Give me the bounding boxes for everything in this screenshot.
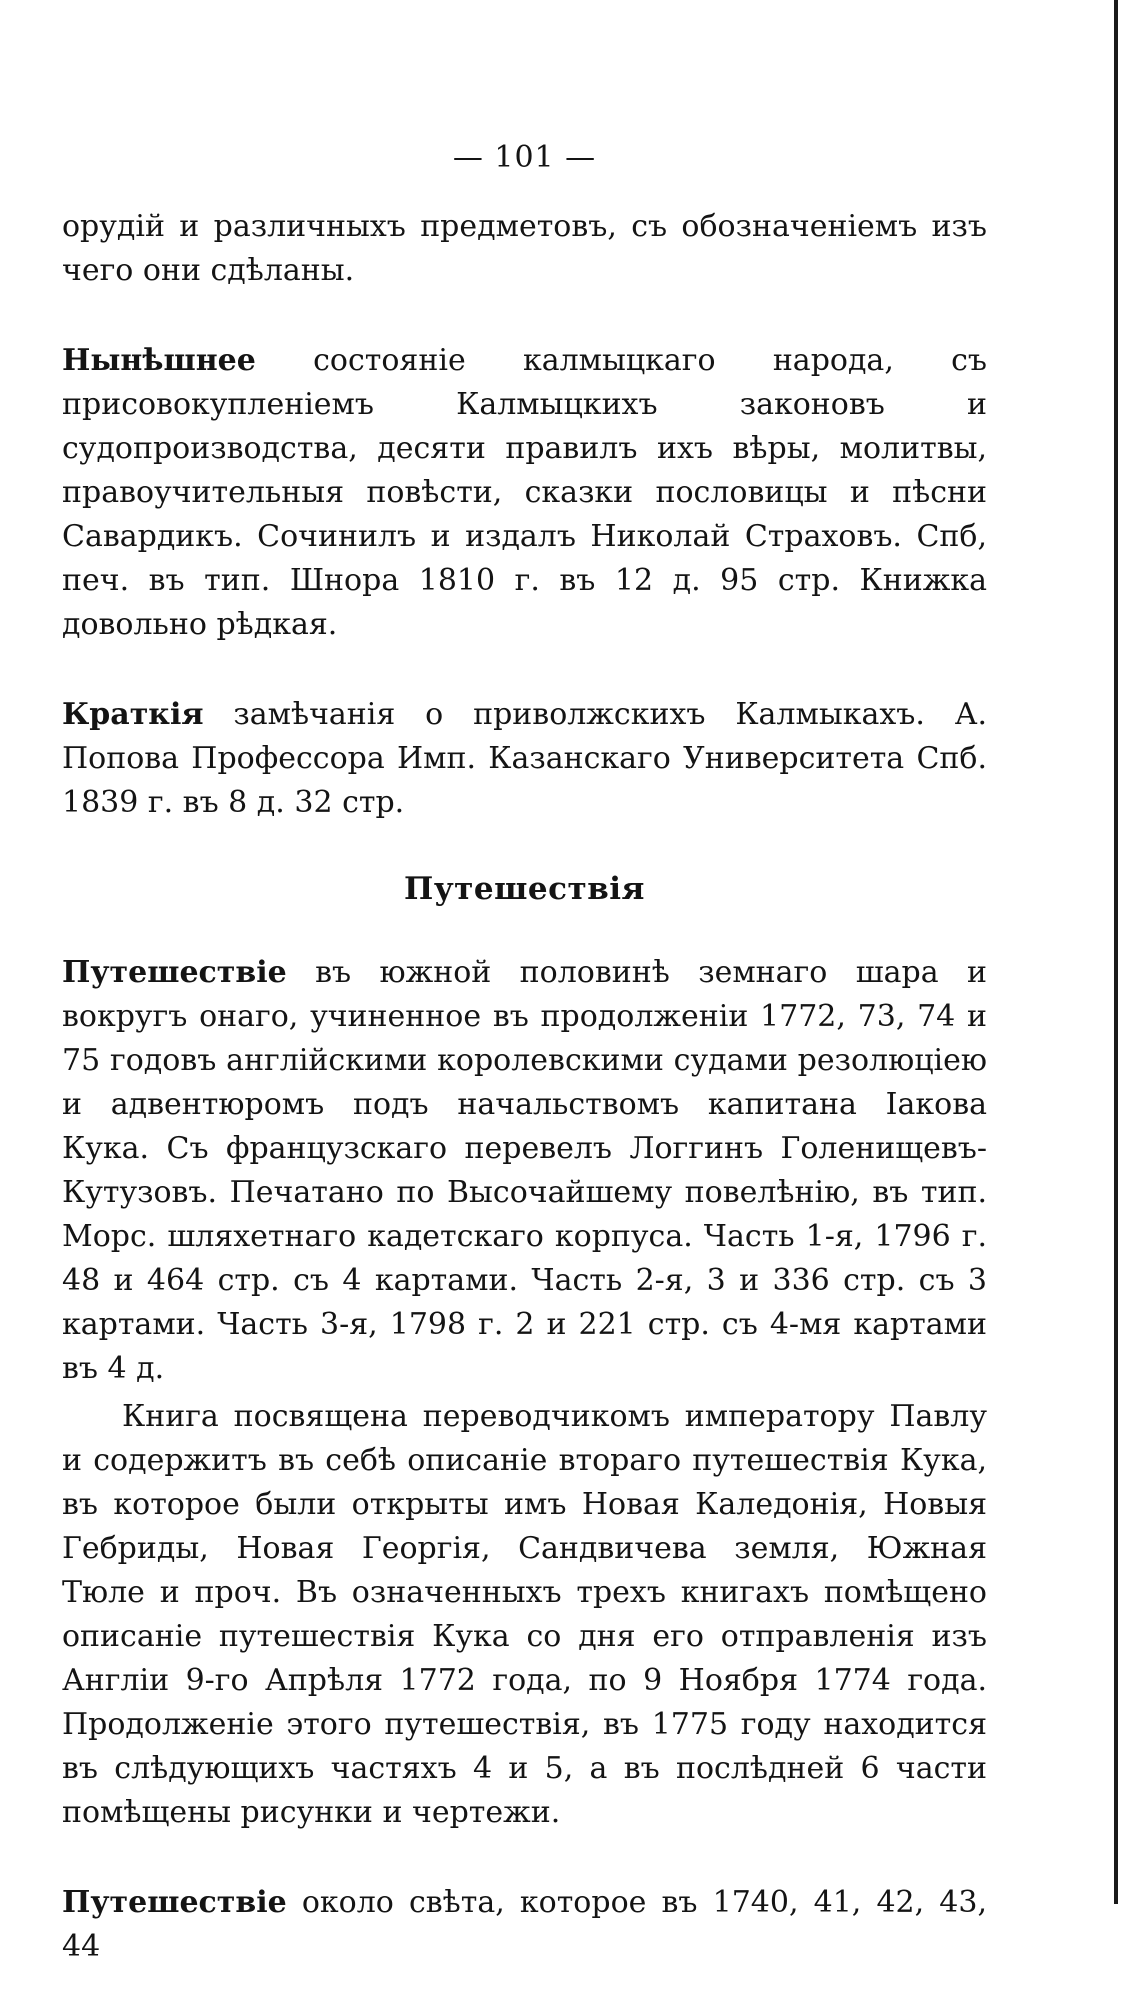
entry-text: Книга посвящена переводчикомъ императору Павлу и содержитъ въ себѣ описаніе втораго путешествія Кука, въ которое были открыты имъ Новая Каледонія, Новыя Гебриды, Новая Георгія, Сандвичева земля, Южная Тюле и проч. Въ означенныхъ трехъ книгахъ помѣщено описаніе путешествія Кука со дня его отправленія изъ Англіи 9-го Апрѣля 1772 года, по 9 Ноября 1774 года. Продолженіе этого путешествія, въ 1775 году находится въ слѣдующихъ частяхъ 4 и 5, а въ послѣдней 6 части помѣщены рисунки и чертежи. <box>62 1399 987 1830</box>
page-edge-rule <box>1114 0 1118 1904</box>
entry-lead: Путешествіе <box>62 955 287 990</box>
entry-cook-voyage <box>62 951 987 1391</box>
entry-text: въ южной половинѣ земнаго шара и вокругъ онаго, учиненное въ продолженіи 1772, 73, 74 и 75 годовъ англійскими королевскими судами резолюціею и адвентюромъ подъ начальствомъ капитана Іакова Кука. Съ французскаго перевелъ Логгинъ Голенищевъ-Кутузовъ. Печатано по Высочайшему повелѣнію, въ тип. Морс. шляхетнаго кадетскаго корпуса. Часть 1-я, 1796 г. 48 и 464 стр. съ 4 картами. Часть 2-я, 3 и 336 стр. съ 3 картами. Часть 3-я, 1798 г. 2 и 221 стр. съ 4-мя картами въ 4 д. <box>62 955 987 1386</box>
entry-continuation <box>62 205 987 293</box>
entry-brief-notes <box>62 693 987 825</box>
section-heading: Путешествія <box>404 871 645 907</box>
entry-lead: Нынѣшнее <box>62 343 256 378</box>
entry-cook-description <box>62 1395 987 1835</box>
entry-lead: Краткія <box>62 697 204 732</box>
book-page <box>62 140 987 2015</box>
entry-text: орудій и различныхъ предметовъ, съ обозначеніемъ изъ чего они сдѣланы. <box>62 209 987 288</box>
page-number: — 101 — <box>452 140 597 175</box>
entry-text: замѣчанія о приволжскихъ Калмыкахъ. А. Попова Профессора Имп. Казанскаго Университета Спб. 1839 г. въ 8 д. 32 стр. <box>62 697 987 820</box>
entry-kalmyk-state <box>62 339 987 647</box>
entry-text: состояніе калмыцкаго народа, съ присовокупленіемъ Калмыцкихъ законовъ и судопроизводства, десяти правилъ ихъ вѣры, молитвы, правоучительныя повѣсти, сказки пословицы и пѣсни Савардикъ. Сочинилъ и издалъ Николай Страховъ. Спб, печ. въ тип. Шнора 1810 г. въ 12 д. 95 стр. Книжка довольно рѣдкая. <box>62 343 987 642</box>
entry-circumnavigation <box>62 1881 987 1969</box>
entry-text: около свѣта, которое въ 1740, 41, 42, 43, 44 <box>62 1885 987 1964</box>
entry-lead: Путешествіе <box>62 1885 287 1920</box>
